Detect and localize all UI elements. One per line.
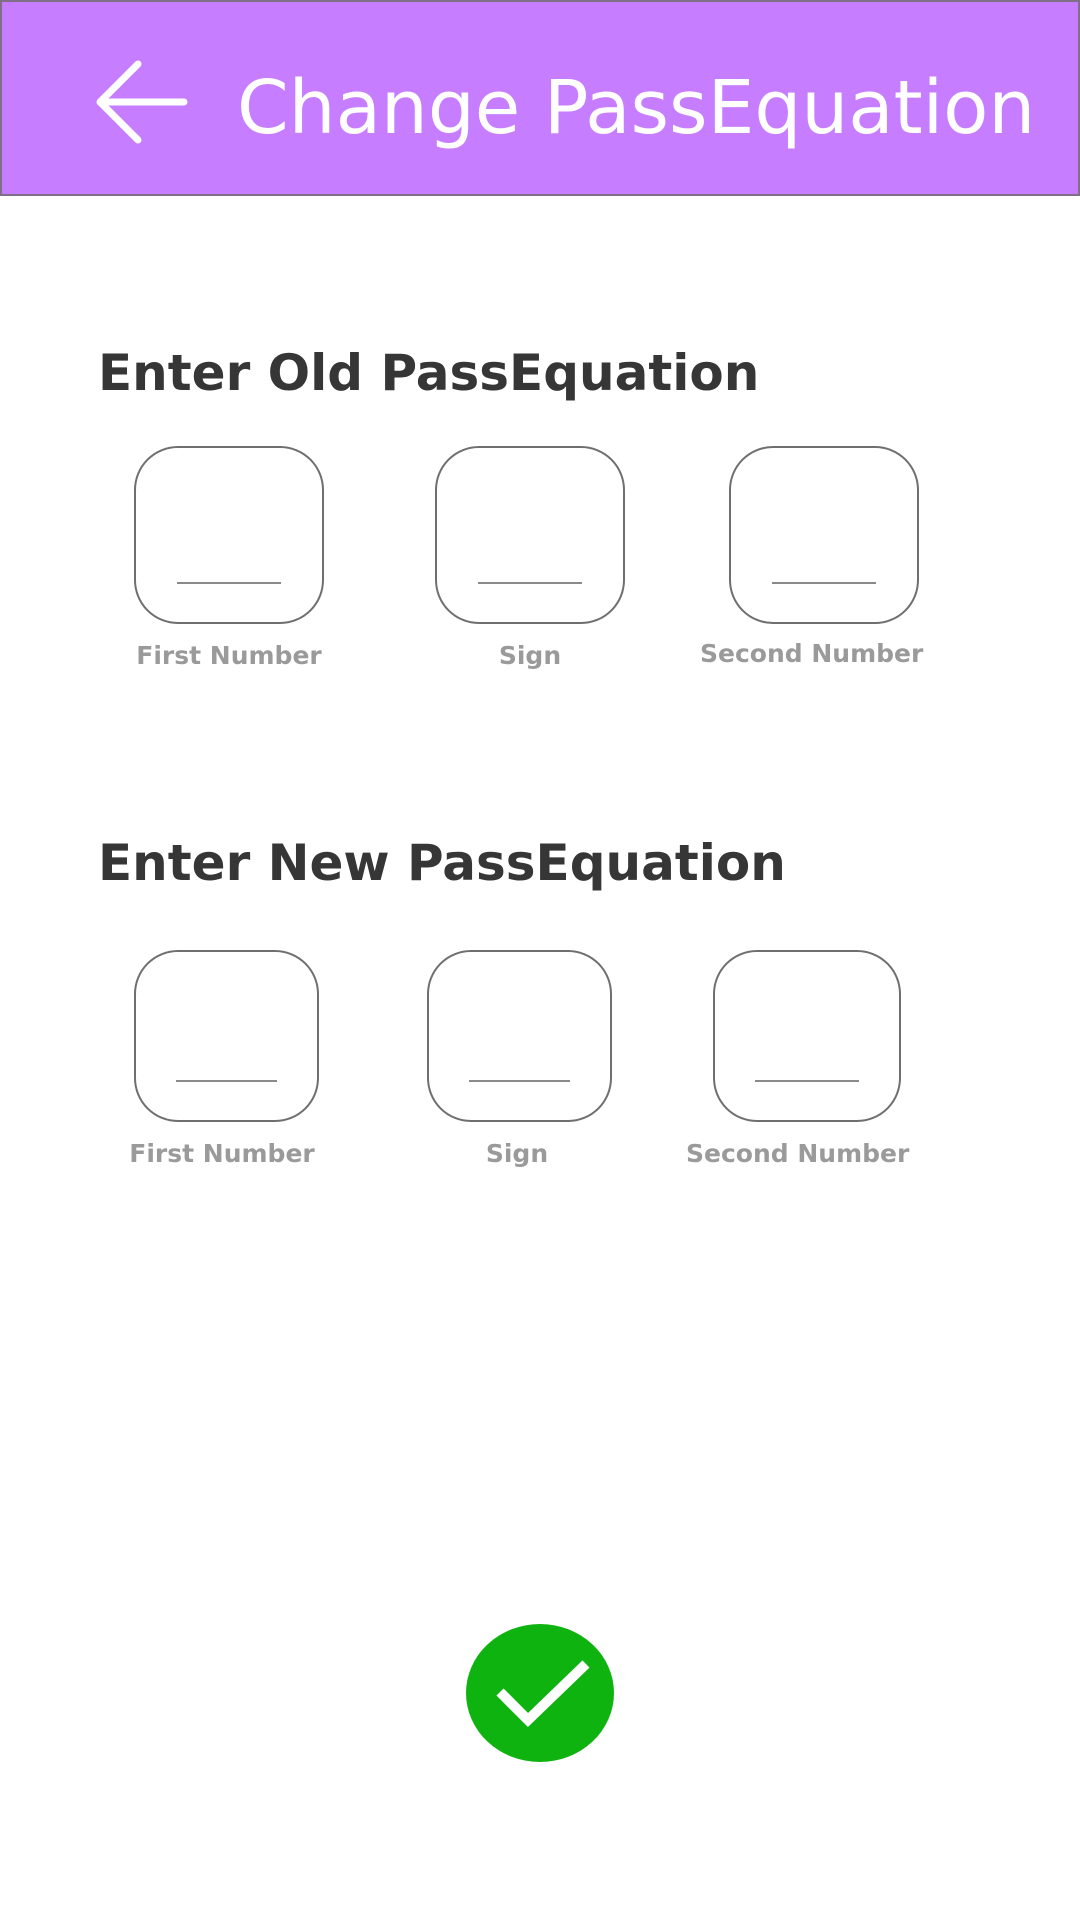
old-sign-field[interactable]	[435, 446, 625, 624]
old-sign-input[interactable]	[478, 538, 582, 584]
page-title: Change PassEquation	[237, 65, 1036, 151]
old-pass-equation-heading: Enter Old PassEquation	[98, 344, 760, 402]
old-second-number-field[interactable]	[729, 446, 919, 624]
new-first-number-input[interactable]	[176, 1036, 277, 1082]
old-sign-caption: Sign	[498, 641, 562, 670]
checkmark-icon	[466, 1624, 614, 1762]
new-sign-input[interactable]	[469, 1036, 570, 1082]
new-sign-field[interactable]	[427, 950, 612, 1122]
new-first-number-field[interactable]	[134, 950, 319, 1122]
app-bar	[0, 0, 1080, 196]
new-second-number-input[interactable]	[755, 1036, 858, 1082]
new-sign-caption: Sign	[485, 1139, 549, 1168]
old-second-number-input[interactable]	[772, 538, 876, 584]
new-first-number-caption: First Number	[129, 1139, 315, 1168]
old-first-number-field[interactable]	[134, 446, 324, 624]
old-first-number-caption: First Number	[136, 641, 322, 670]
new-second-number-caption: Second Number	[686, 1139, 910, 1168]
arrow-left-icon	[88, 54, 198, 150]
new-second-number-field[interactable]	[713, 950, 901, 1122]
old-second-number-caption: Second Number	[700, 639, 924, 668]
confirm-button[interactable]	[466, 1624, 614, 1762]
back-button[interactable]	[88, 54, 198, 150]
old-first-number-input[interactable]	[177, 538, 281, 584]
new-pass-equation-heading: Enter New PassEquation	[98, 834, 786, 892]
